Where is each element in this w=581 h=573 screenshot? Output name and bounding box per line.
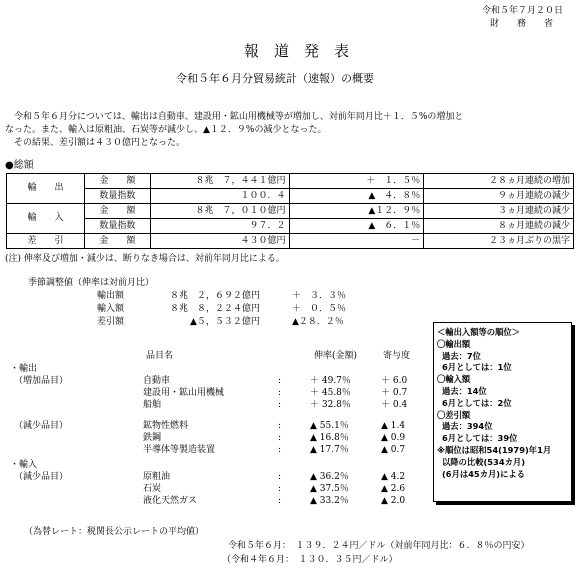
seasonal-value: ▲５，５３２億円 xyxy=(190,317,260,327)
release-date: 令和５年７月２０日 xyxy=(482,6,564,16)
item-growth: ▲ 33.2％ xyxy=(310,496,349,506)
ranking-note: (6月は45カ月)による xyxy=(442,468,525,479)
item-colon: : xyxy=(278,388,282,398)
summary-table xyxy=(6,173,574,249)
ranking-box xyxy=(433,322,572,502)
row-change: ▲１２．９％ xyxy=(289,204,424,219)
ranking-balance-heading: 〇差引額 xyxy=(437,409,471,420)
group-label: （増加品目） xyxy=(14,376,69,386)
seasonal-label: 輸出額 xyxy=(97,291,125,301)
row-value: ９７．２ xyxy=(150,219,289,234)
item-colon: : xyxy=(278,472,282,482)
ranking-note: ※順位は昭和54(1979)年1月 xyxy=(437,444,552,455)
table-row xyxy=(7,174,574,189)
seasonal-value: ８兆 ８，２２４億円 xyxy=(170,304,261,314)
item-contrib: ＋ 0.4 xyxy=(381,400,408,410)
table-row xyxy=(7,204,574,219)
intro-line-1: 令和５年６月分については、輸出は自動車、建設用・鉱山用機械等が増加し、対前年同月比＋１．５%の増加と xyxy=(14,112,464,122)
ranking-note: 以降の比較(534カ月) xyxy=(442,456,525,467)
row-note: ８ヵ月連続の減少 xyxy=(424,219,574,234)
item-growth: ▲ 16.8％ xyxy=(310,433,349,443)
rates-line-2: （令和４年６月： １３０．３５円／ドル） xyxy=(222,555,398,565)
seasonal-label: 差引額 xyxy=(97,317,125,327)
group-label: （減少品目） xyxy=(14,472,69,482)
row-item: 数量指数 xyxy=(84,219,150,234)
col-growth-header: 伸率(金額) xyxy=(314,351,358,361)
page-subtitle: 令和５年６月分貿易統計（速報）の概要 xyxy=(176,72,374,85)
item-contrib: ▲ 1.4 xyxy=(381,421,406,431)
item-growth: ▲ 55.1％ xyxy=(310,421,349,431)
table-row xyxy=(7,219,574,234)
row-note: ９ヵ月連続の減少 xyxy=(424,189,574,204)
seasonal-label: 輸入額 xyxy=(97,304,125,314)
item-colon: : xyxy=(278,484,282,494)
row-item: 金 額 xyxy=(84,234,150,249)
item-name: 鉱物性燃料 xyxy=(143,421,189,431)
item-contrib: ＋ 0.7 xyxy=(381,388,408,398)
group-label: （減少品目） xyxy=(14,421,69,431)
item-colon: : xyxy=(278,496,282,506)
item-contrib: ＋ 6.0 xyxy=(381,376,408,386)
item-colon: : xyxy=(278,433,282,443)
item-name: 液化天然ガス xyxy=(143,496,198,506)
item-growth: ▲ 17.7％ xyxy=(310,445,349,455)
summary-footnote: (注) 伸率及び増加・減少は、断りなき場合は、対前年同月比による。 xyxy=(5,254,285,264)
item-contrib: ▲ 4.2 xyxy=(381,472,406,482)
item-name: 建設用・鉱山用機械 xyxy=(143,388,225,398)
item-growth: ＋ 49.7％ xyxy=(310,376,351,386)
row-note: ２８ヵ月連続の増加 xyxy=(424,174,574,189)
item-name: 半導体等製造装置 xyxy=(143,445,216,455)
rates-heading: （為替レート：税関長公示レートの平均値） xyxy=(24,527,205,537)
item-contrib: ▲ 2.0 xyxy=(381,496,406,506)
balance-group-label: 差 引 xyxy=(7,234,85,249)
ranking-title: ＜輸出入額等の順位＞ xyxy=(437,327,520,337)
col-contrib-header: 寄与度 xyxy=(383,351,411,361)
row-value: ８兆 ７，０１０億円 xyxy=(150,204,289,219)
intro-line-3: その結果、差引額は４３０億円となった。 xyxy=(14,138,186,148)
row-change: － xyxy=(289,234,424,249)
row-change: ▲ ６．１％ xyxy=(289,219,424,234)
intro-line-2: なった。また、輸入は原粗油、石炭等が減少し、▲１２．９%の減少となった。 xyxy=(5,125,327,135)
import-group-label: 輸 入 xyxy=(7,204,85,234)
ranking-line: 過去：14位 xyxy=(442,385,487,396)
item-growth: ▲ 37.5％ xyxy=(310,484,349,494)
ranking-line: 6月としては：1位 xyxy=(442,362,512,373)
seasonal-value: ８兆 ２，６９２億円 xyxy=(170,291,261,301)
row-value: ４３０億円 xyxy=(150,234,289,249)
item-colon: : xyxy=(278,421,282,431)
table-row xyxy=(7,189,574,204)
table-row xyxy=(7,234,574,249)
item-contrib: ▲ 2.6 xyxy=(381,484,406,494)
item-growth: ＋ 45.8％ xyxy=(310,388,351,398)
item-name: 自動車 xyxy=(143,376,171,386)
ranking-import-heading: 〇輸入額 xyxy=(437,374,471,385)
seasonal-change: ＋ ３．３％ xyxy=(292,291,347,301)
export-group-label: 輸 出 xyxy=(7,174,85,204)
item-name: 原粗油 xyxy=(143,472,171,482)
col-item-header: 品目名 xyxy=(146,351,174,361)
item-colon: : xyxy=(278,445,282,455)
row-item: 金 額 xyxy=(84,204,150,219)
item-growth: ＋ 32.8％ xyxy=(310,400,351,410)
ranking-line: 6月としては：2位 xyxy=(442,397,512,408)
row-item: 金 額 xyxy=(84,174,150,189)
item-name: 船舶 xyxy=(143,400,162,410)
page-title: 報 道 発 表 xyxy=(244,42,350,60)
row-item: 数量指数 xyxy=(84,189,150,204)
import-label: ・輸入 xyxy=(10,460,38,470)
seasonal-heading: 季節調整値（伸率は対前月比） xyxy=(28,278,155,288)
seasonal-change: ＋ ０．５％ xyxy=(292,304,347,314)
item-name: 石炭 xyxy=(143,484,162,494)
row-note: ３ヵ月連続の減少 xyxy=(424,204,574,219)
summary-heading: ●総額 xyxy=(5,160,34,171)
row-value: １００．４ xyxy=(150,189,289,204)
row-note: ２３ヵ月ぶりの黒字 xyxy=(424,234,574,249)
item-contrib: ▲ 0.9 xyxy=(381,433,406,443)
export-label: ・輸出 xyxy=(10,364,38,374)
item-colon: : xyxy=(278,400,282,410)
item-growth: ▲ 36.2％ xyxy=(310,472,349,482)
rates-line-1: 令和５年６月： １３９．２４円／ドル（対前年同月比：６．８％の円安） xyxy=(228,541,530,551)
ranking-line: 過去：394位 xyxy=(442,421,493,432)
row-change: ▲ ４．８％ xyxy=(289,189,424,204)
item-colon: : xyxy=(278,376,282,386)
ranking-line: 6月としては：39位 xyxy=(442,433,518,444)
ranking-line: 過去：7位 xyxy=(442,350,481,361)
ministry-name: 財 務 省 xyxy=(490,19,554,29)
row-change: ＋ １．５％ xyxy=(289,174,424,189)
seasonal-change: ▲２８．２％ xyxy=(292,317,344,327)
item-contrib: ▲ 0.7 xyxy=(381,445,406,455)
ranking-export-heading: 〇輸出額 xyxy=(437,338,471,349)
item-name: 鉄鋼 xyxy=(143,433,162,443)
row-value: ８兆 ７，４４１億円 xyxy=(150,174,289,189)
